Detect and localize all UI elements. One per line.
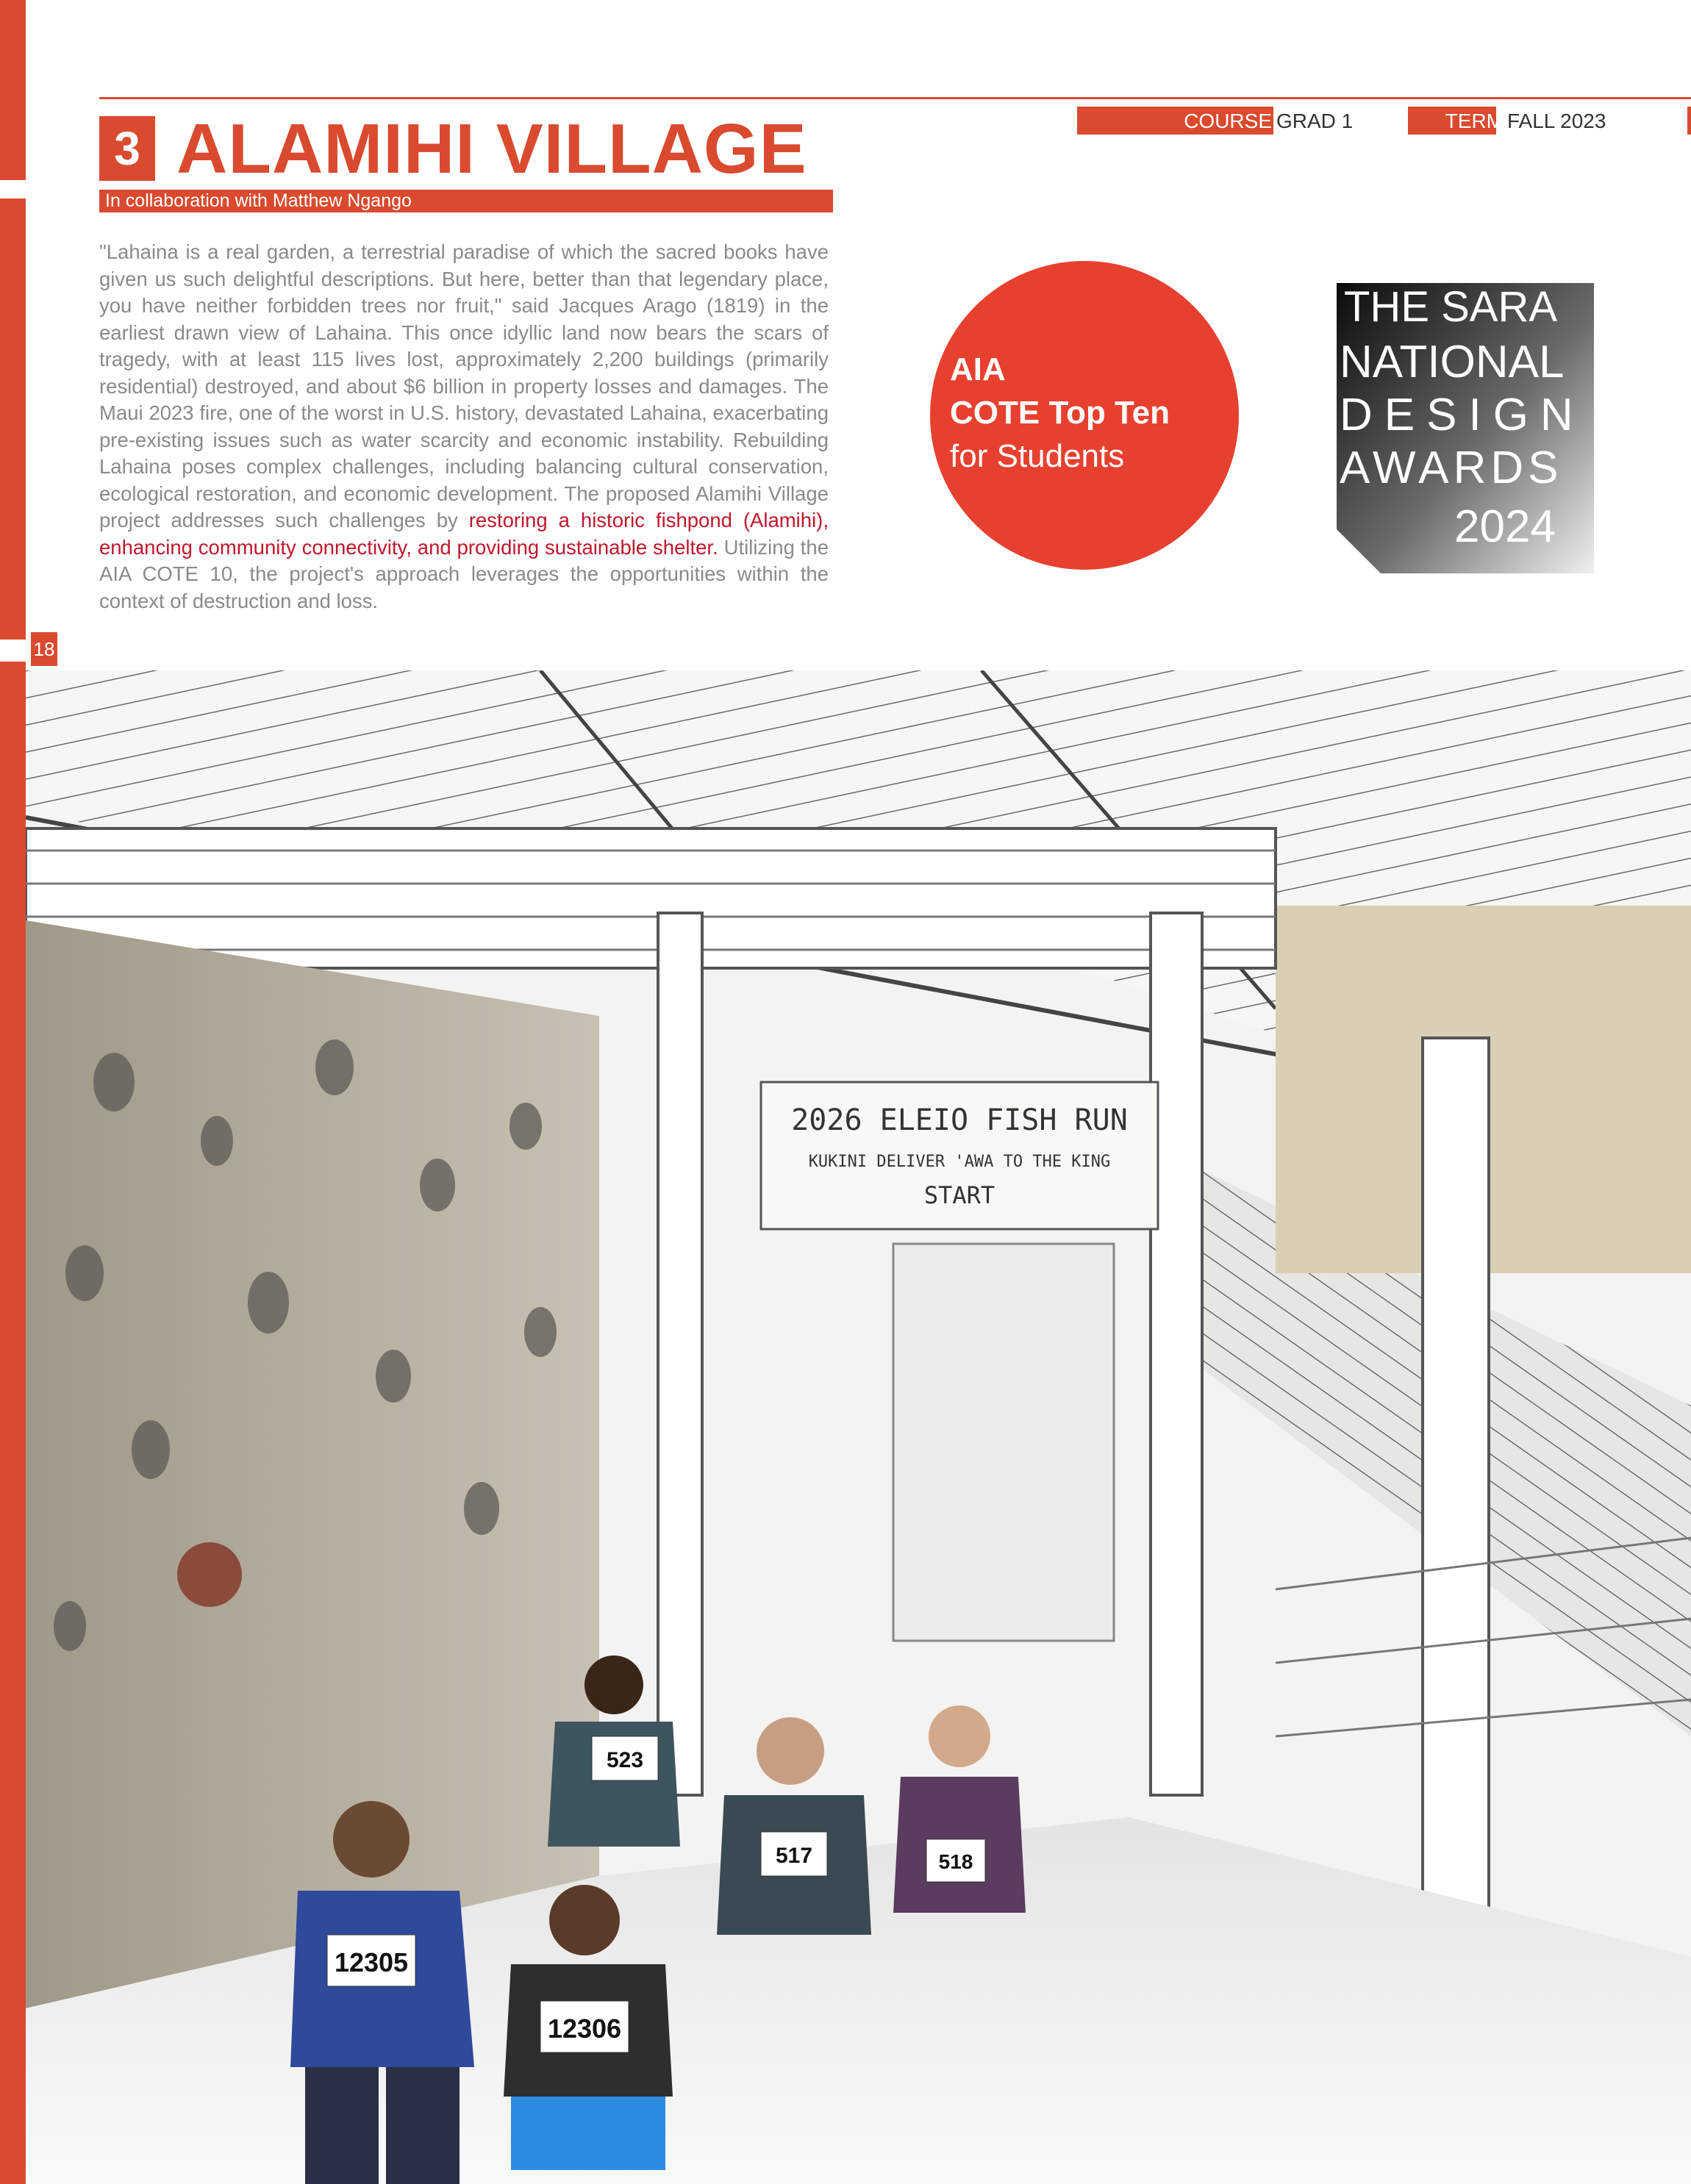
left-accent-bar-middle (0, 198, 26, 640)
race-bib (540, 2001, 629, 2052)
column (1151, 913, 1202, 1795)
sara-award-line4: AWARDS (1340, 443, 1563, 493)
sara-award-line3: DESIGN (1340, 390, 1585, 440)
description-text: "Lahaina is a real garden, a terrestrial paradise of which the sacred books have given us such delightful descriptions. But here, better than that legendary place, you have neither forbidden trees nor fruit," said Jacques Arago (1819) in the earliest drawn view of Lahaina. This once idyllic land now bears the scars of tragedy, with at least 115 lives lost, approximately 2,200 buildings (primarily residential) destroyed, and about $6 billion in property losses and damages. The Maui 2023 fire, one of the worst in U.S. history, devastated Lahaina, exacerbating pre-existing issues such as water scarcity and economic instability. Rebuilding Lahaina poses complex challenges, including balancing cultural conservation, ecological restoration, and economic development. The proposed Alamihi Village project addresses such challenges by (99, 240, 829, 531)
bib-number: 518 (938, 1850, 973, 1873)
sara-award-line1: THE SARA (1344, 283, 1558, 331)
sara-award-logo (1337, 283, 1594, 573)
bib-number: 523 (606, 1748, 644, 1772)
page-number: 18 (31, 632, 57, 666)
project-title: ALAMIHI VILLAGE (176, 110, 807, 188)
term-label: TERM (1445, 110, 1504, 132)
project-number: 3 (99, 116, 155, 181)
course-label: COURSE (1184, 110, 1272, 132)
column (658, 913, 702, 1795)
banner-line3: START (923, 1181, 995, 1209)
climbing-hold-large (177, 1542, 242, 1607)
race-bib (327, 1935, 415, 1986)
aia-badge-line3: for Students (950, 438, 1125, 474)
race-bib (592, 1736, 658, 1780)
description-text-end: Utilizing the AIA COTE 10, the project's approach leverages the opportunities within the context of destruction and loss. (99, 535, 829, 612)
sara-award-line2: NATIONAL (1340, 337, 1565, 387)
banner-line1: 2026 ELEIO FISH RUN (791, 1103, 1128, 1137)
project-rendering (26, 670, 1691, 2184)
bib-number: 12305 (334, 1947, 409, 1977)
project-description (99, 239, 829, 615)
bib-number: 12306 (547, 2013, 622, 2044)
sara-award-year: 2024 (1454, 501, 1556, 552)
term-value: FALL 2023 (1504, 107, 1654, 135)
left-accent-bar-top (0, 0, 26, 180)
race-bib (761, 1832, 827, 1876)
aia-badge-line2: COTE Top Ten (950, 395, 1170, 431)
collaboration-credit: In collaboration with Matthew Ngango (99, 190, 833, 212)
description-highlight: restoring a historic fishpond (Alamihi), enhancing community connectivity, and providing sustainable shelter. (99, 509, 829, 559)
bib-number: 517 (775, 1844, 813, 1868)
course-value: GRAD 1 (1273, 107, 1438, 135)
right-edge-tab (1687, 107, 1691, 135)
banner-line2: KUKINI DELIVER 'AWA TO THE KING (808, 1153, 1111, 1171)
corridor-opening (893, 1244, 1114, 1641)
header-rule (99, 97, 1691, 99)
left-accent-bar-bottom (0, 662, 26, 2184)
race-bib (926, 1839, 985, 1882)
aia-badge-line1: AIA (950, 351, 1006, 387)
